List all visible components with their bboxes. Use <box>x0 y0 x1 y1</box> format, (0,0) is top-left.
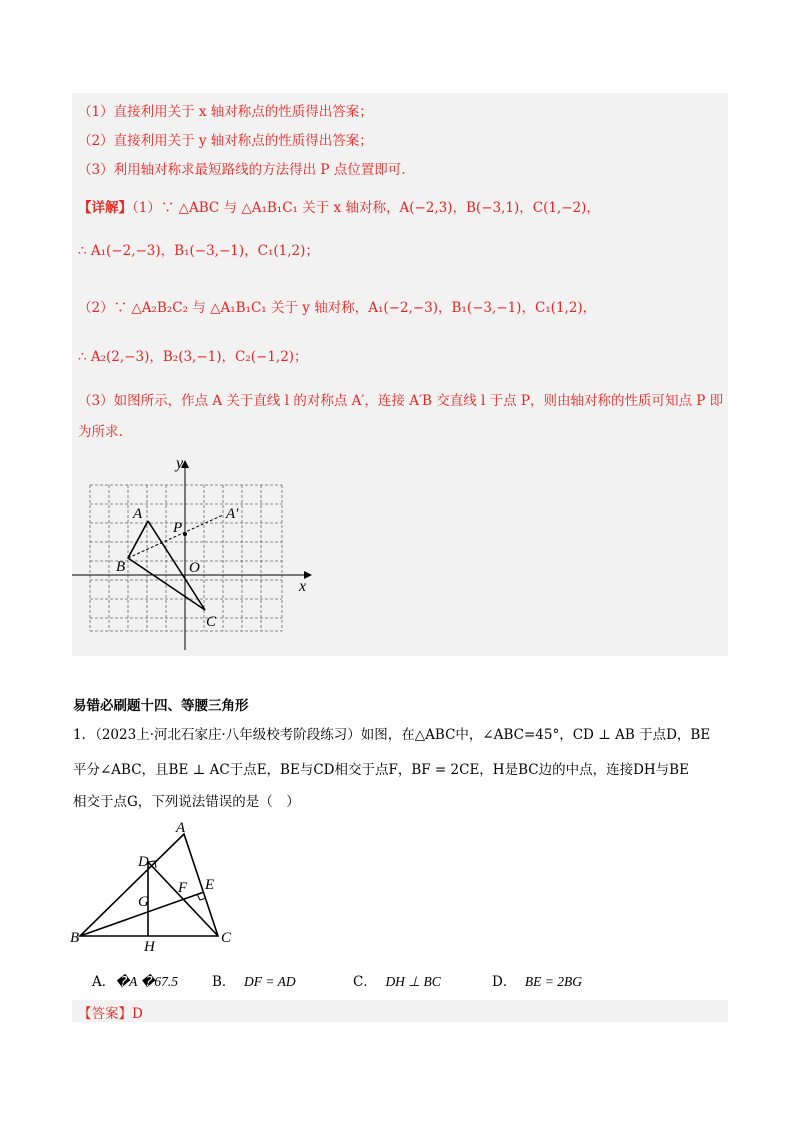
label-p: P <box>173 520 183 536</box>
label-a: A <box>133 506 143 522</box>
label-a-prime: A′ <box>226 506 239 522</box>
option-b-letter: B． <box>212 974 236 990</box>
triangle-figure <box>66 820 246 955</box>
label-c: C <box>206 614 217 630</box>
option-a-letter: A． <box>92 974 116 990</box>
detail-2-result: ∴ A₂(2,−3)，B₂(3,−1)，C₂(−1,2)； <box>78 349 308 365</box>
option-c-text: DH ⊥ BC <box>385 974 441 989</box>
label-b: B <box>70 930 80 946</box>
detail-3-line-a: （3）如图所示，作点 A 关于直线 l 的对称点 A′，连接 A′B 交直线 l 于点 P，则由轴对称的性质可知点 P 即 <box>78 393 724 409</box>
detail-1 <box>78 196 600 216</box>
question-line-2: 平分∠ABC，且BE ⊥ AC于点E，BE与CD相交于点F，BF = 2CE，H是BC边的中点，连接DH与BE <box>73 762 689 778</box>
label-d: D <box>138 854 149 870</box>
option-b[interactable] <box>212 970 296 990</box>
option-b-text: DF = AD <box>244 974 296 989</box>
hint-1: （1）直接利用关于 x 轴对称点的性质得出答案； <box>78 104 373 120</box>
label-e: E <box>205 877 215 893</box>
answer-panel <box>72 1000 728 1022</box>
point-p <box>183 532 187 536</box>
question-line-1: 1．（2023上·河北石家庄·八年级校考阶段练习）如图，在△ABC中，∠ABC=45°，CD ⊥ AB 于点D，BE <box>73 727 711 743</box>
section-title: 易错必刷题十四、等腰三角形 <box>73 698 249 714</box>
option-c-letter: C． <box>353 974 377 990</box>
hint-3: （3）利用轴对称求最短路线的方法得出 P 点位置即可. <box>78 162 406 178</box>
label-h: H <box>144 939 155 955</box>
answer-tag: 【答案】 <box>78 1006 132 1022</box>
label-g: G <box>138 894 149 910</box>
label-o: O <box>189 560 200 576</box>
triangle-lines <box>80 834 218 936</box>
option-a[interactable] <box>92 970 178 990</box>
option-c[interactable] <box>353 970 441 990</box>
question-line-3: 相交于点G，下列说法错误的是（ ） <box>73 794 300 810</box>
option-d-letter: D． <box>492 974 517 990</box>
label-b: B <box>116 559 126 575</box>
hint-2: （2）直接利用关于 y 轴对称点的性质得出答案； <box>78 133 373 149</box>
label-x: x <box>299 578 307 595</box>
detail-1-result: ∴ A₁(−2,−3)，B₁(−3,−1)，C₁(1,2)； <box>78 243 319 259</box>
option-a-text: �A �67.5 <box>115 974 178 989</box>
option-d-text: BE = 2BG <box>524 974 583 989</box>
label-a: A <box>176 820 186 836</box>
label-c: C <box>221 930 232 946</box>
answer-line <box>78 1002 143 1022</box>
detail-1-text: （1）∵ △ABC 与 △A₁B₁C₁ 关于 x 轴对称，A(−2,3)，B(−3,1)，C(1,−2)， <box>132 200 600 216</box>
label-y: y <box>176 455 184 472</box>
grid-lines <box>90 485 282 631</box>
detail-2: （2）∵ △A₂B₂C₂ 与 △A₁B₁C₁ 关于 y 轴对称，A₁(−2,−3)，B₁(−3,−1)，C₁(1,2)， <box>78 300 597 316</box>
coordinate-grid-figure <box>72 450 332 650</box>
detail-3-line-b: 为所求. <box>78 424 123 440</box>
option-d[interactable] <box>492 970 582 990</box>
detail-tag: 【详解】 <box>78 200 132 216</box>
label-f: F <box>178 880 188 896</box>
answer-value: D <box>132 1006 143 1022</box>
